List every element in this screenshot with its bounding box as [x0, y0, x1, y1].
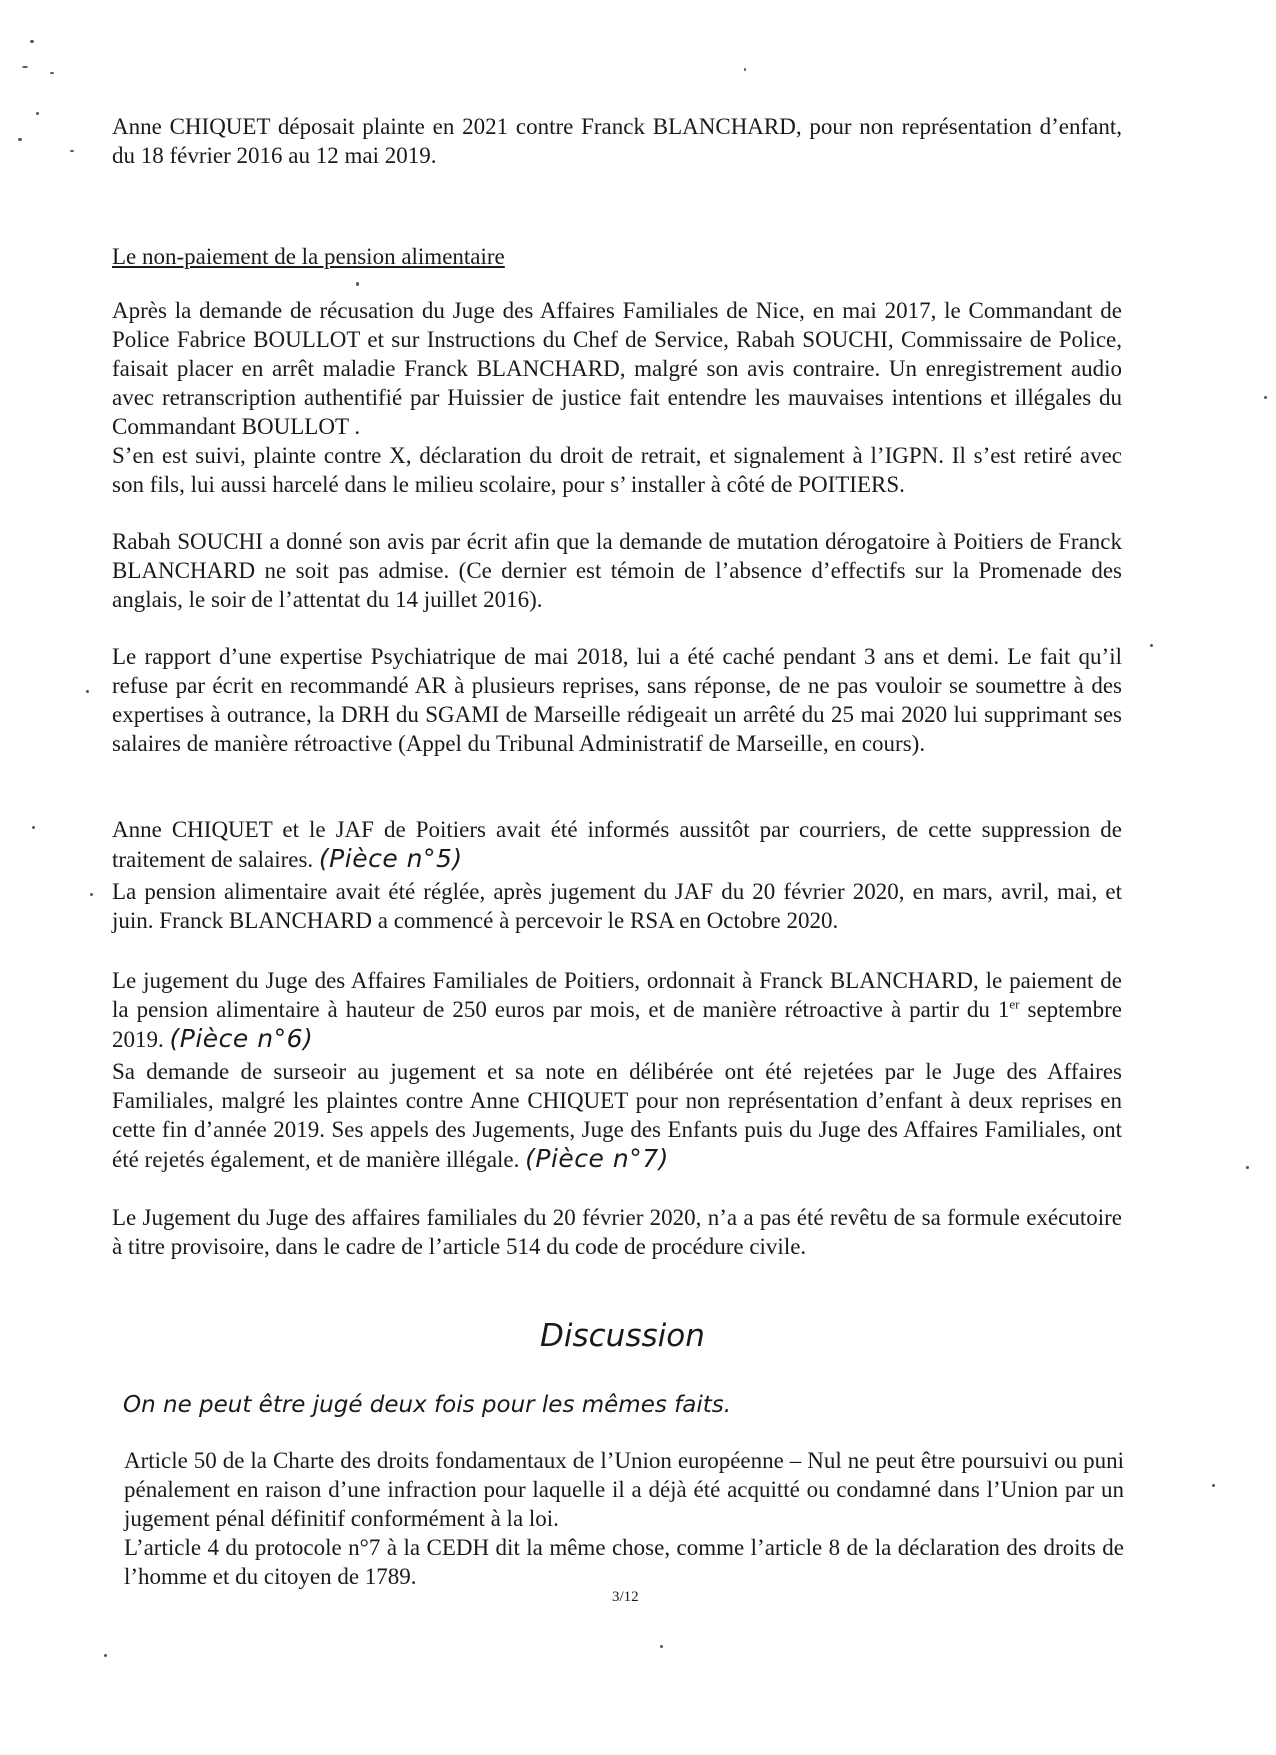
paragraph-surseoir-text: Sa demande de surseoir au jugement et sa note en délibérée ont été rejetées par le Juge des Affaires Familiales, malgré les plaintes contre Anne CHIQUET pour non représentation d’enfant à deux reprises en cette fin d’année 2019. Ses appels des Jugements, Juge des Enfants puis du Juge des Affaires Familiales, ont été rejetés également, et de manière illégale.: [112, 1059, 1122, 1172]
paragraph-surseoir: [112, 1057, 1122, 1174]
scan-speck: [90, 893, 93, 896]
paragraph-suppression: [112, 815, 1122, 874]
piece-5-reference: (Pièce n°5): [318, 844, 463, 873]
section-heading-pension: Le non-paiement de la pension alimentaire: [112, 244, 505, 269]
piece-7-reference: (Pièce n°7): [525, 1144, 669, 1173]
scan-speck: [36, 112, 39, 115]
scan-speck: [32, 826, 35, 829]
scan-speck: [1150, 644, 1153, 647]
scan-speck: [70, 150, 74, 152]
paragraph-complaint-2021: Anne CHIQUET déposait plainte en 2021 contre Franck BLANCHARD, pour non représentation d’enfant, du 18 février 2016 au 12 mai 2019.: [112, 114, 1122, 168]
paragraph-retrait: S’en est suivi, plainte contre X, déclaration du droit de retrait, et signalement à l’IGPN. Il s’est retiré avec son fils, lui aussi harcelé dans le milieu scolaire, pour s’ installer à côté de POITIERS.: [112, 443, 1122, 497]
scan-speck: [1264, 396, 1267, 399]
discussion-subtitle: On ne peut être jugé deux fois pour les mêmes faits.: [123, 1392, 732, 1418]
scan-speck: [1246, 1166, 1249, 1169]
paragraph-suppression-text: Anne CHIQUET et le JAF de Poitiers avait été informés aussitôt par courriers, de cette suppression de traitement de salaires.: [112, 817, 1122, 872]
scan-speck: [30, 40, 34, 43]
paragraph-article-50: Article 50 de la Charte des droits fondamentaux de l’Union européenne – Nul ne peut être poursuivi ou puni pénalement en raison d’une infraction pour laquelle il a déjà été acquitté ou condamné dans l’Union par un jugement pénal définitif conformément à la loi.: [124, 1448, 1124, 1531]
paragraph-jugement-text: Le jugement du Juge des Affaires Familiales de Poitiers, ordonnait à Franck BLANCHARD, le paiement de la pension alimentaire à hauteur de 250 euros par mois, et de manière rétroactive à partir du 1: [112, 968, 1122, 1022]
paragraph-pension-reglee: La pension alimentaire avait été réglée, après jugement du JAF du 20 février 2020, en mars, avril, mai, et juin. Franck BLANCHARD a commencé à percevoir le RSA en Octobre 2020.: [112, 879, 1122, 933]
scan-speck: [22, 66, 28, 68]
paragraph-expertise: Le rapport d’une expertise Psychiatrique de mai 2018, lui a été caché pendant 3 ans et demi. Le fait qu’il refuse par écrit en recommandé AR à plusieurs reprises, sans réponse, de ne pas vouloir se soumettre à des expertises à outrance, la DRH du SGAMI de Marseille rédigeait un arrêté du 25 mai 2020 lui supprimant ses salaires de manière rétroactive (Appel du Tribunal Administratif de Marseille, en cours).: [112, 644, 1122, 756]
page-number: 3/12: [612, 1589, 639, 1605]
scan-speck: [86, 690, 89, 693]
scan-speck: [660, 1645, 663, 1648]
paragraph-formule-executoire: Le Jugement du Juge des affaires familiales du 20 février 2020, n’a a pas été revêtu de sa formule exécutoire à titre provisoire, dans le cadre de l’article 514 du code de procédure civile.: [112, 1205, 1122, 1259]
piece-6-reference: (Pièce n°6): [169, 1024, 314, 1053]
superscript-er: er: [1009, 996, 1020, 1012]
paragraph-jugement-poitiers: [112, 966, 1122, 1054]
paragraph-jugement-date: septembre 2019.: [112, 997, 1123, 1052]
scan-speck: [744, 68, 746, 71]
discussion-title: Discussion: [540, 1318, 705, 1354]
scan-speck: [104, 1654, 107, 1657]
paragraph-article-4: L’article 4 du protocole n°7 à la CEDH dit la même chose, comme l’article 8 de la déclaration des droits de l’homme et du citoyen de 1789.: [124, 1535, 1124, 1589]
paragraph-mutation: Rabah SOUCHI a donné son avis par écrit afin que la demande de mutation dérogatoire à Poitiers de Franck BLANCHARD ne soit pas admise. (Ce dernier est témoin de l’absence d’effectifs sur la Promenade des anglais, le soir de l’attentat du 14 juillet 2016).: [112, 529, 1122, 612]
paragraph-recusation: Après la demande de récusation du Juge des Affaires Familiales de Nice, en mai 2017, le Commandant de Police Fabrice BOULLOT et sur Instructions du Chef de Service, Rabah SOUCHI, Commissaire de Police, faisait placer en arrêt maladie Franck BLANCHARD, malgré son avis contraire. Un enregistrement audio avec retranscription authentifié par Huissier de justice fait entendre les mauvaises intentions et illégales du Commandant BOULLOT .: [112, 298, 1122, 439]
scan-speck: [18, 138, 22, 141]
scan-speck: [1212, 1484, 1215, 1487]
scan-speck: [356, 282, 359, 286]
scan-speck: [50, 72, 54, 74]
